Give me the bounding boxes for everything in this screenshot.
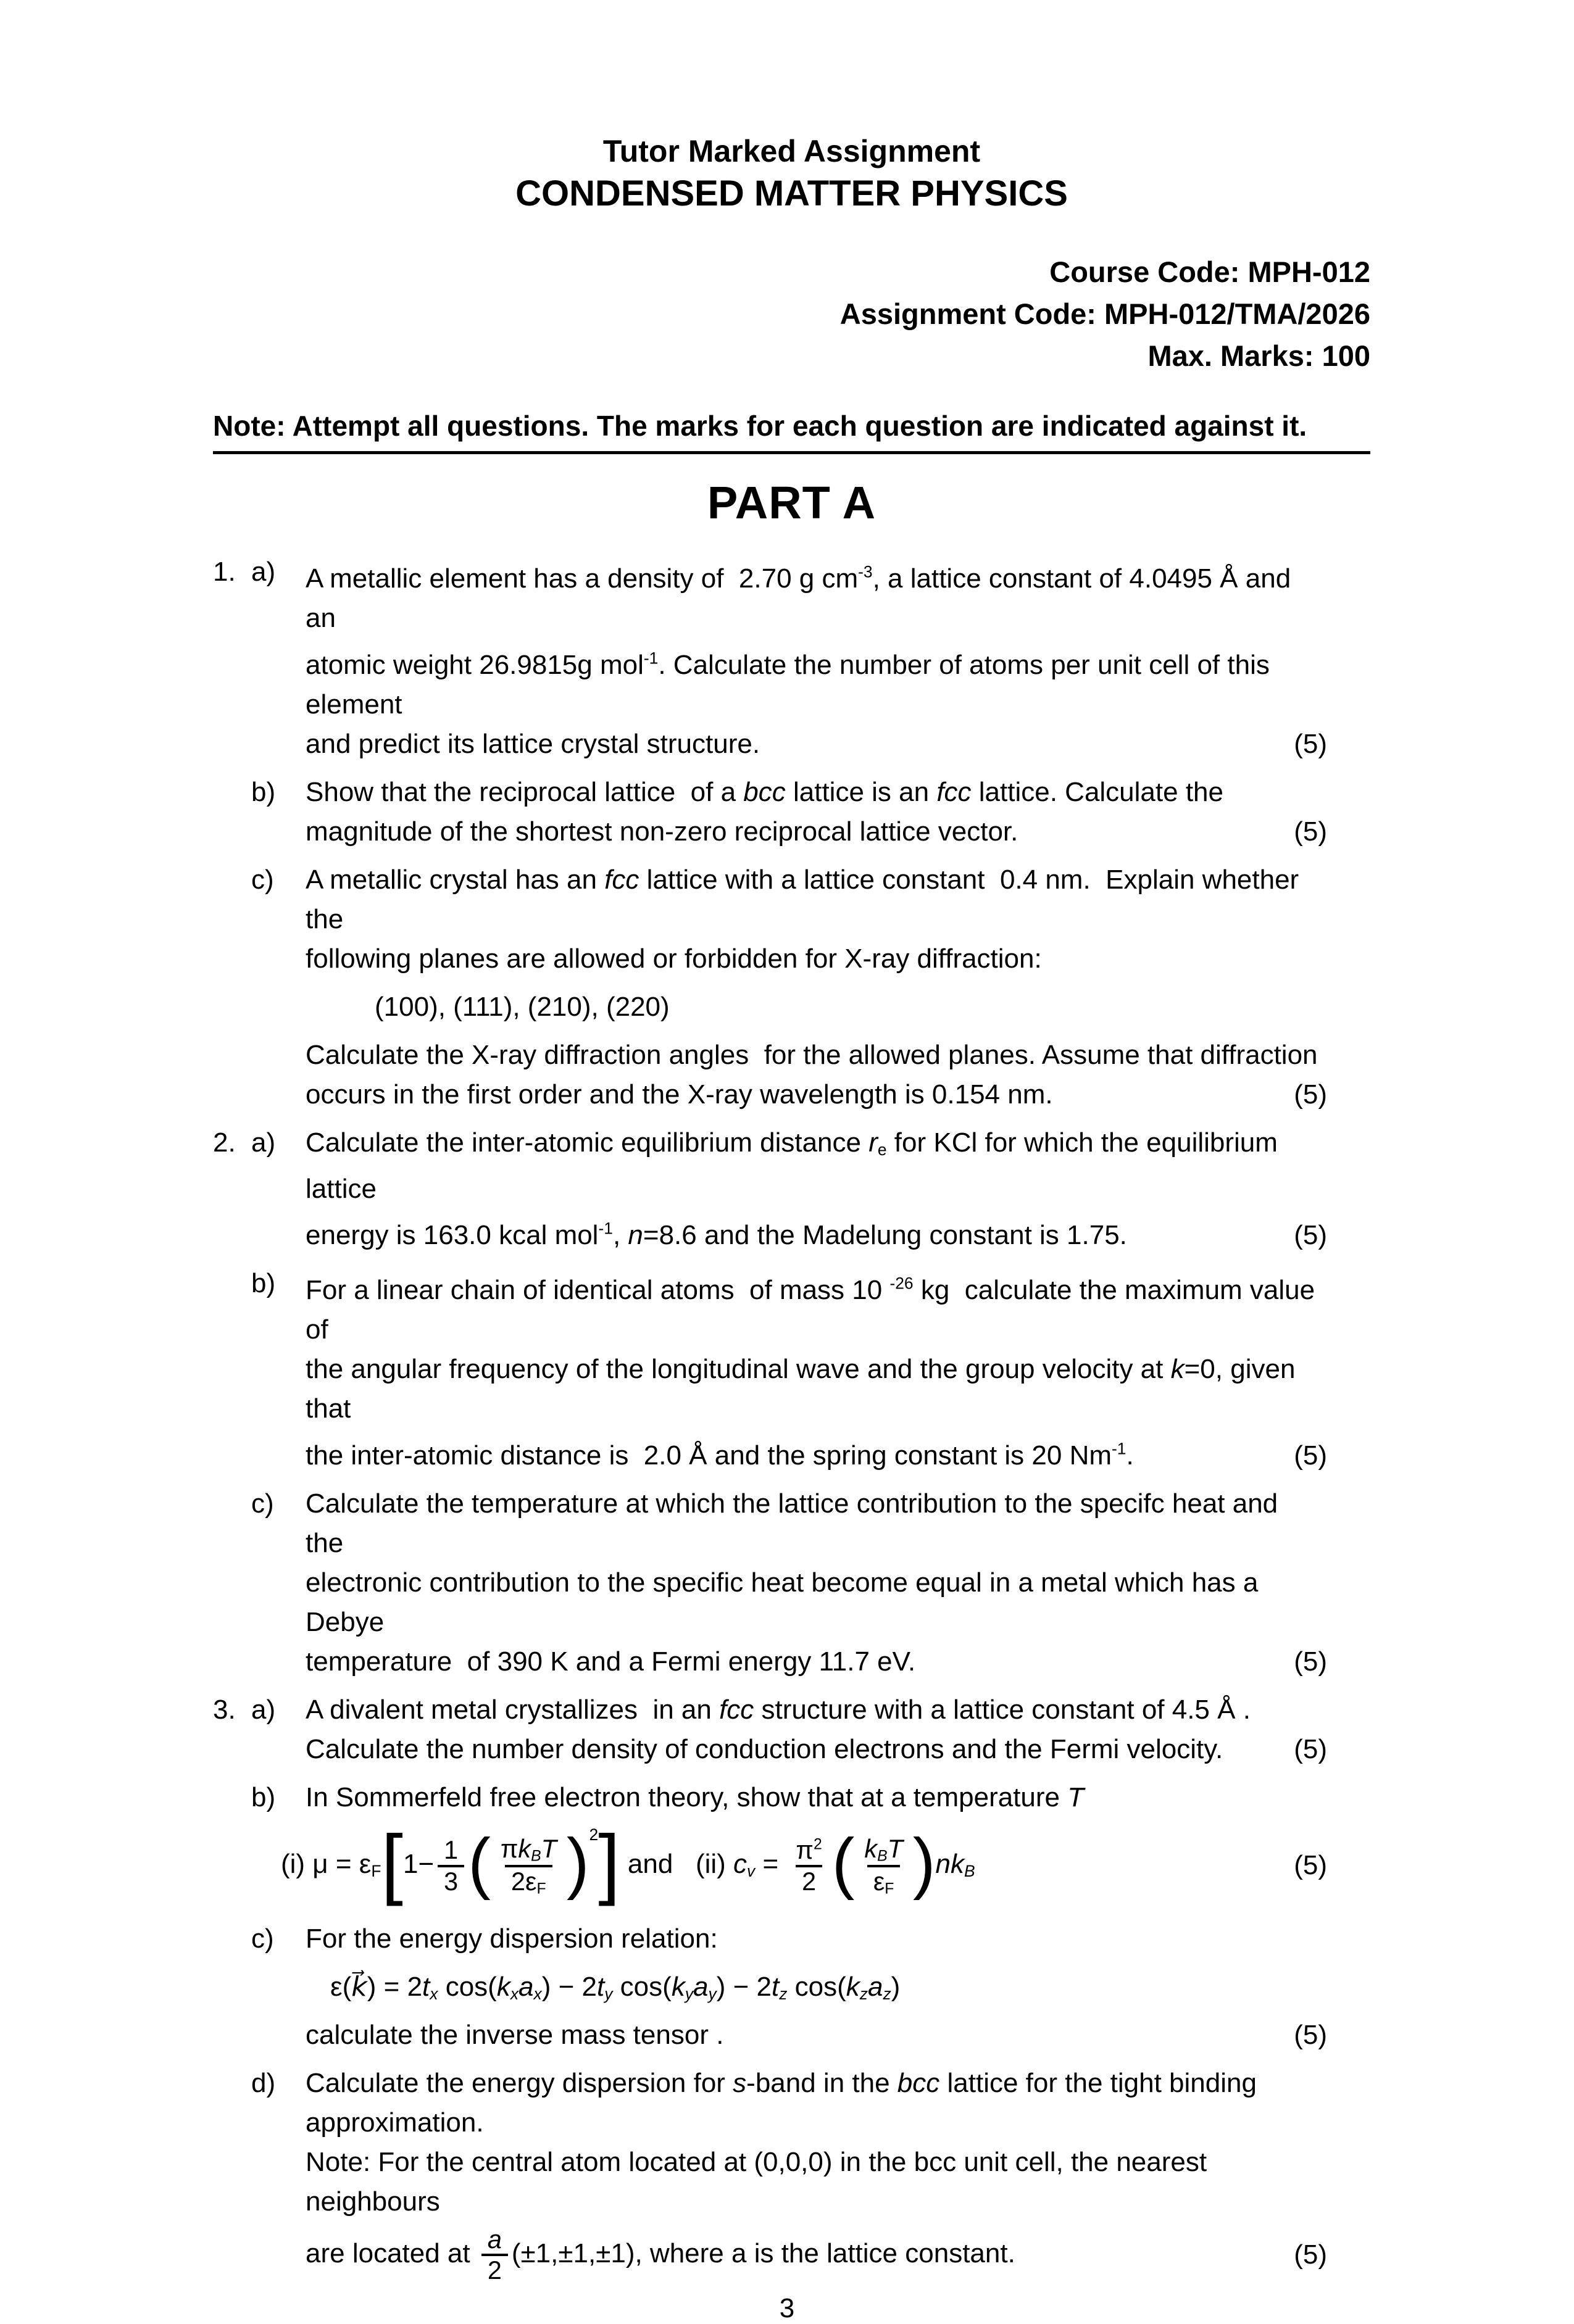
paragraph bbox=[306, 1264, 1327, 1475]
text-run: A metallic element has a density of 2.70 g $cm^{-3}$, a lattice constant of 4.0495 Å and an atomic weight 26.9815g mol$^{-1}$. Calculate the number of atoms per unit cell of this element and predict its lattice crystal structure. bbox=[306, 563, 1299, 759]
question-number bbox=[213, 1778, 251, 1911]
fraction: $\frac{\text{kBT}}{\varepsilon F}$ bbox=[864, 1834, 903, 1898]
text-run: For the energy dispersion relation: bbox=[306, 1923, 718, 1954]
part-body bbox=[306, 552, 1327, 764]
fraction: $\frac{\pi^2}{2}$ bbox=[796, 1836, 822, 1896]
paragraph bbox=[306, 860, 1327, 979]
question-part bbox=[213, 1264, 1327, 1475]
paragraph bbox=[306, 1123, 1327, 1255]
marks-badge: (5) bbox=[1294, 2239, 1327, 2270]
paragraph bbox=[306, 773, 1327, 852]
text-run: Calculate the inter-atomic equilibrium distance re for KCl for which the equilibrium lattice energy is 163.0 kcal mol$^{-1}$, n=8.6 and the Madelung constant is 1.75. bbox=[306, 1127, 1286, 1250]
question-number bbox=[213, 773, 251, 852]
text-run: Calculate the temperature at which the lattice contribution to the specifc heat and the electronic contribution to the specific heat become equal in a metal which has a Debye temperature of 390 K and a Fermi energy 11.7 eV. bbox=[306, 1488, 1293, 1677]
part-label: d) bbox=[251, 2067, 276, 2098]
question-part bbox=[213, 1690, 1327, 1769]
question-number: 2. bbox=[213, 1127, 236, 1158]
part-body bbox=[281, 1778, 1327, 1911]
marks-badge: (5) bbox=[1294, 1079, 1327, 1110]
marks-badge: (5) bbox=[1294, 1440, 1327, 1471]
text-run: Show that the reciprocal lattice of a bcc lattice is an fcc lattice. Calculate the magnitude of the shortest non-zero reciprocal lattice vector. bbox=[306, 776, 1223, 847]
marks-badge: (5) bbox=[1294, 1850, 1327, 1881]
question-part bbox=[213, 1778, 1327, 1911]
part-label: b) bbox=[251, 776, 276, 807]
part-label: a) bbox=[251, 557, 276, 587]
formula-block bbox=[375, 982, 1327, 1032]
max-marks: Max. Marks: 100 bbox=[1147, 339, 1370, 372]
question-number bbox=[213, 860, 251, 1114]
paragraph bbox=[306, 2225, 1327, 2285]
text-run: A divalent metal crystallizes in an fcc structure with a lattice constant of 4.5 Å . Calculate the number density of conduction electrons and the Fermi velocity. bbox=[306, 1694, 1251, 1764]
text-run: In Sommerfeld free electron theory, show that at a temperature T bbox=[306, 1782, 1085, 1812]
part-label: c) bbox=[251, 1923, 274, 1954]
part-body bbox=[306, 1264, 1327, 1475]
assignment-title: Tutor Marked Assignment bbox=[602, 134, 981, 168]
part-body bbox=[306, 1123, 1327, 1255]
marks-badge: (5) bbox=[1294, 816, 1327, 847]
question-part bbox=[213, 552, 1327, 764]
part-body bbox=[306, 773, 1327, 852]
text-run: ε(k⃗) = 2tx cos(kxax) − 2ty cos(kyay) − 2tz cos(kzaz) bbox=[330, 1971, 901, 2003]
question-number bbox=[213, 1484, 251, 1682]
formula-block bbox=[281, 1818, 1327, 1911]
marks-badge: (5) bbox=[1294, 2019, 1327, 2050]
question-number: 3. bbox=[213, 1694, 236, 1725]
part-label: b) bbox=[251, 1268, 276, 1298]
page-number: 3 bbox=[779, 2293, 795, 2324]
question-part bbox=[213, 1123, 1327, 1255]
paragraph bbox=[306, 1484, 1327, 1682]
note-text: Note: Attempt all questions. The marks for each question are indicated against it. bbox=[213, 409, 1370, 454]
formula-block bbox=[330, 1962, 1327, 2012]
codes-block bbox=[213, 251, 1370, 377]
marks-badge: (5) bbox=[1294, 1646, 1327, 1677]
paragraph bbox=[306, 1035, 1327, 1114]
text-run: are located at $\frac{a}{2}$ (±1,±1,±1), where a is the lattice constant. bbox=[306, 2225, 1015, 2285]
paragraph bbox=[306, 2015, 1327, 2055]
question-number bbox=[213, 1264, 251, 1475]
part-body bbox=[306, 2064, 1327, 2285]
text-run: (i) μ = εF[1− $\frac{1}{3}$ ( $\frac{\text{πkBT}}{2\varepsilon F}$ )$^2$] and (ii) cv = $\frac{\pi^2}{2}$ ( $\frac{\text{kBT}}{\varepsilon F}$ )nkB bbox=[281, 1818, 975, 1907]
fraction: $\frac{1}{3}$ bbox=[438, 1836, 464, 1896]
assignment-code: Assignment Code: MPH-012/TMA/2026 bbox=[839, 297, 1370, 330]
text-run: A metallic crystal has an fcc lattice with a lattice constant 0.4 nm. Explain whether the following planes are allowed or forbidden for X-ray diffraction: bbox=[306, 864, 1307, 974]
part-label: c) bbox=[251, 1488, 274, 1519]
question-part bbox=[213, 1919, 1327, 2055]
fraction: $\frac{\text{πkBT}}{2\varepsilon F}$ bbox=[500, 1834, 557, 1898]
paragraph bbox=[306, 2064, 1327, 2222]
paragraph bbox=[306, 1778, 1327, 1817]
paragraph bbox=[306, 1919, 1327, 1959]
course-code: Course Code: MPH-012 bbox=[1049, 255, 1370, 288]
marks-badge: (5) bbox=[1294, 728, 1327, 759]
part-label: a) bbox=[251, 1694, 276, 1725]
questions bbox=[213, 552, 1327, 2285]
marks-badge: (5) bbox=[1294, 1733, 1327, 1764]
paragraph bbox=[306, 552, 1327, 764]
fraction: $\frac{a}{2}$ bbox=[481, 2225, 508, 2285]
text-run: Calculate the energy dispersion for s-band in the bcc lattice for the tight binding approximation. Note: For the central atom located at (0,0,0) in the bcc unit cell, the nearest neighbours bbox=[306, 2067, 1257, 2217]
text-run: For a linear chain of identical atoms of mass 10 $^{-26}$ kg calculate the maximum value of the angular frequency of the longitudinal wave and the group velocity at k=0, given that the inter-atomic distance is 2.0 Å and the spring constant is 20 $Nm^{-1}$. bbox=[306, 1274, 1323, 1471]
question-part bbox=[213, 2064, 1327, 2285]
paragraph bbox=[306, 1690, 1327, 1769]
question-part bbox=[213, 773, 1327, 852]
part-body bbox=[306, 1484, 1327, 1682]
part-heading: PART A bbox=[707, 477, 877, 529]
part-body bbox=[306, 860, 1327, 1114]
question-part bbox=[213, 860, 1327, 1114]
course-title: CONDENSED MATTER PHYSICS bbox=[515, 173, 1068, 214]
text-run: calculate the inverse mass tensor . bbox=[306, 2019, 724, 2050]
text-run: Calculate the X-ray diffraction angles for the allowed planes. Assume that diffraction occurs in the first order and the X-ray wavelength is 0.154 nm. bbox=[306, 1039, 1318, 1110]
part-body bbox=[306, 1919, 1327, 2055]
question-part bbox=[213, 1484, 1327, 1682]
text-run: (100), (111), (210), (220) bbox=[375, 991, 670, 1022]
question-number: 1. bbox=[213, 557, 236, 587]
marks-badge: (5) bbox=[1294, 1219, 1327, 1250]
part-body bbox=[306, 1690, 1327, 1769]
part-label: c) bbox=[251, 864, 274, 895]
part-label: b) bbox=[251, 1782, 276, 1812]
question-number bbox=[213, 1919, 251, 2055]
part-label: a) bbox=[251, 1127, 276, 1158]
question-number bbox=[213, 2064, 251, 2285]
